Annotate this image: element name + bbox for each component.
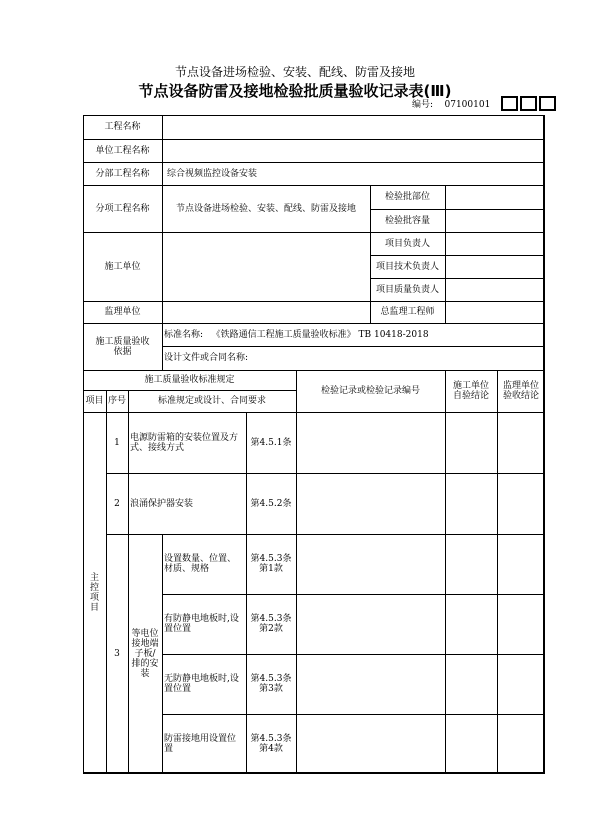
form-title: 节点设备防雷及接地检验批质量验收记录表(Ⅲ) <box>138 82 452 100</box>
col-sup-header: 监理单位验收结论 <box>502 381 539 401</box>
subdivision-label: 分项工程名称 <box>95 203 150 214</box>
construction-unit-label: 施工单位 <box>104 261 141 272</box>
supervision-unit-field[interactable] <box>162 301 370 323</box>
inspection-part-field[interactable] <box>445 185 545 209</box>
form-subtitle: 节点设备进场检验、安装、配线、防雷及接地 <box>174 65 415 79</box>
row3-sub2-text: 有防静电地板时,设置位置 <box>164 614 239 634</box>
subdivision-value: 节点设备进场检验、安装、配线、防雷及接地 <box>175 203 356 214</box>
col-req-header: 标准规定或设计、合同要求 <box>157 396 266 406</box>
col-record-header: 检验记录或检验记录编号 <box>320 386 420 396</box>
col-self-header: 施工单位自验结论 <box>452 381 489 401</box>
division-label: 分部工程名称 <box>95 168 150 179</box>
row1-clause: 第4.5.1条 <box>250 437 292 448</box>
main-items-label: 主控项目 <box>89 573 99 613</box>
project-name-label: 工程名称 <box>104 122 141 132</box>
row3-sub4-clause: 第4.5.3条第4款 <box>250 734 292 754</box>
row3-sub2-clause: 第4.5.3条第2款 <box>250 614 292 634</box>
tech-manager-label: 项目技术负责人 <box>375 261 439 272</box>
project-name-field[interactable] <box>162 115 545 139</box>
inspection-capacity-field[interactable] <box>445 209 545 232</box>
row1-text: 电源防雷箱的安装位置及方式、接线方式 <box>130 432 239 453</box>
standard-label: 标准名称: <box>164 329 204 340</box>
design-doc-label: 设计文件或合同名称: <box>164 353 249 363</box>
row3-sub3-clause: 第4.5.3条第3款 <box>250 674 292 694</box>
unit-project-field[interactable] <box>162 139 545 162</box>
chief-engineer-label: 总监理工程师 <box>380 307 435 317</box>
form-code <box>412 97 490 110</box>
code-boxes[interactable] <box>501 96 558 115</box>
quality-manager-label: 项目质量负责人 <box>375 284 439 295</box>
code-value: 07100101 <box>444 100 491 110</box>
row2-seq: 2 <box>114 498 120 509</box>
row2-text: 浪涌保护器安装 <box>130 498 194 509</box>
col-item-header: 项目 <box>85 396 104 406</box>
spec-header: 施工质量验收标准规定 <box>144 375 235 385</box>
construction-unit-field[interactable] <box>162 232 370 301</box>
row1-seq: 1 <box>114 437 120 448</box>
division-value: 综合视频监控设备安装 <box>167 168 258 179</box>
standard-row <box>162 323 545 346</box>
row3-seq: 3 <box>114 649 120 659</box>
unit-project-label: 单位工程名称 <box>95 145 150 156</box>
inspection-capacity-label: 检验批容量 <box>384 215 430 226</box>
row3-sub3-text: 无防静电地板时,设置位置 <box>164 674 239 694</box>
col-seq-header: 序号 <box>107 396 126 406</box>
inspection-part-label: 检验批部位 <box>384 192 430 202</box>
standard-value: 《铁路通信工程施工质量验收标准》 TB 10418-2018 <box>211 329 429 340</box>
row3-sub1-text: 设置数量、位置、材质、规格 <box>164 554 237 574</box>
supervision-unit-label: 监理单位 <box>104 307 141 317</box>
basis-label: 施工质量验收依据 <box>95 336 150 357</box>
code-label: 编号: <box>412 100 434 110</box>
row3-sub1-clause: 第4.5.3条第1款 <box>250 554 292 574</box>
row3-sub4-text: 防雷接地用设置位置 <box>164 734 237 754</box>
row2-clause: 第4.5.2条 <box>250 498 292 509</box>
project-manager-label: 项目负责人 <box>384 238 430 249</box>
row3-group: 等电位接地端子板/排的安装 <box>131 629 159 679</box>
